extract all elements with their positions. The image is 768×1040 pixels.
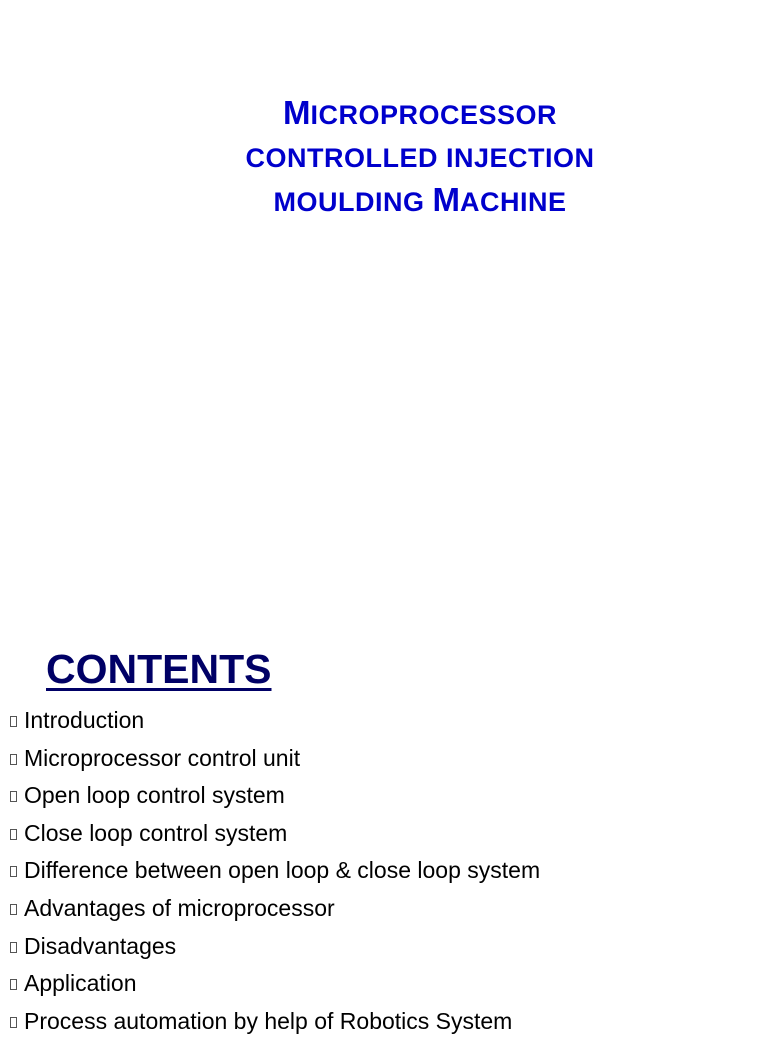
missing-glyph-box-icon bbox=[10, 904, 17, 915]
title-line-3: MOULDING MACHINE bbox=[273, 181, 567, 218]
missing-glyph-box-icon bbox=[10, 791, 17, 802]
list-item-text: Introduction bbox=[24, 707, 145, 733]
title-line-1: MICROPROCESSOR bbox=[282, 94, 558, 131]
list-item-text: Disadvantages bbox=[24, 932, 177, 959]
missing-glyph-box-icon bbox=[10, 1017, 17, 1028]
list-item bbox=[0, 852, 768, 890]
list-item bbox=[0, 777, 768, 815]
list-item bbox=[0, 965, 768, 1003]
list-item-text: Application bbox=[24, 970, 137, 997]
missing-glyph-box-icon bbox=[10, 716, 17, 727]
contents-heading: CONTENTS bbox=[46, 646, 272, 692]
list-item-text: Process automation by help of Robotics System bbox=[24, 1007, 513, 1034]
list-item bbox=[0, 815, 768, 853]
slide-title bbox=[180, 92, 660, 223]
list-item bbox=[0, 702, 768, 740]
missing-glyph-box-icon bbox=[10, 979, 17, 990]
list-item bbox=[0, 928, 768, 966]
contents-list bbox=[0, 702, 768, 1040]
missing-glyph-box-icon bbox=[10, 754, 17, 765]
list-item bbox=[0, 1003, 768, 1040]
list-item-text: Close loop control system bbox=[24, 819, 288, 846]
list-item-text: Microprocessor control unit bbox=[24, 744, 301, 771]
list-item bbox=[0, 740, 768, 778]
list-item-text: Difference between open loop & close loop system bbox=[24, 857, 541, 884]
list-item-text: Advantages of microprocessor bbox=[24, 894, 335, 921]
missing-glyph-box-icon bbox=[10, 942, 17, 953]
missing-glyph-box-icon bbox=[10, 829, 17, 840]
list-item-text: Open loop control system bbox=[24, 782, 285, 809]
list-item bbox=[0, 890, 768, 928]
missing-glyph-box-icon bbox=[10, 866, 17, 877]
title-line-2: CONTROLLED INJECTION bbox=[245, 143, 595, 173]
